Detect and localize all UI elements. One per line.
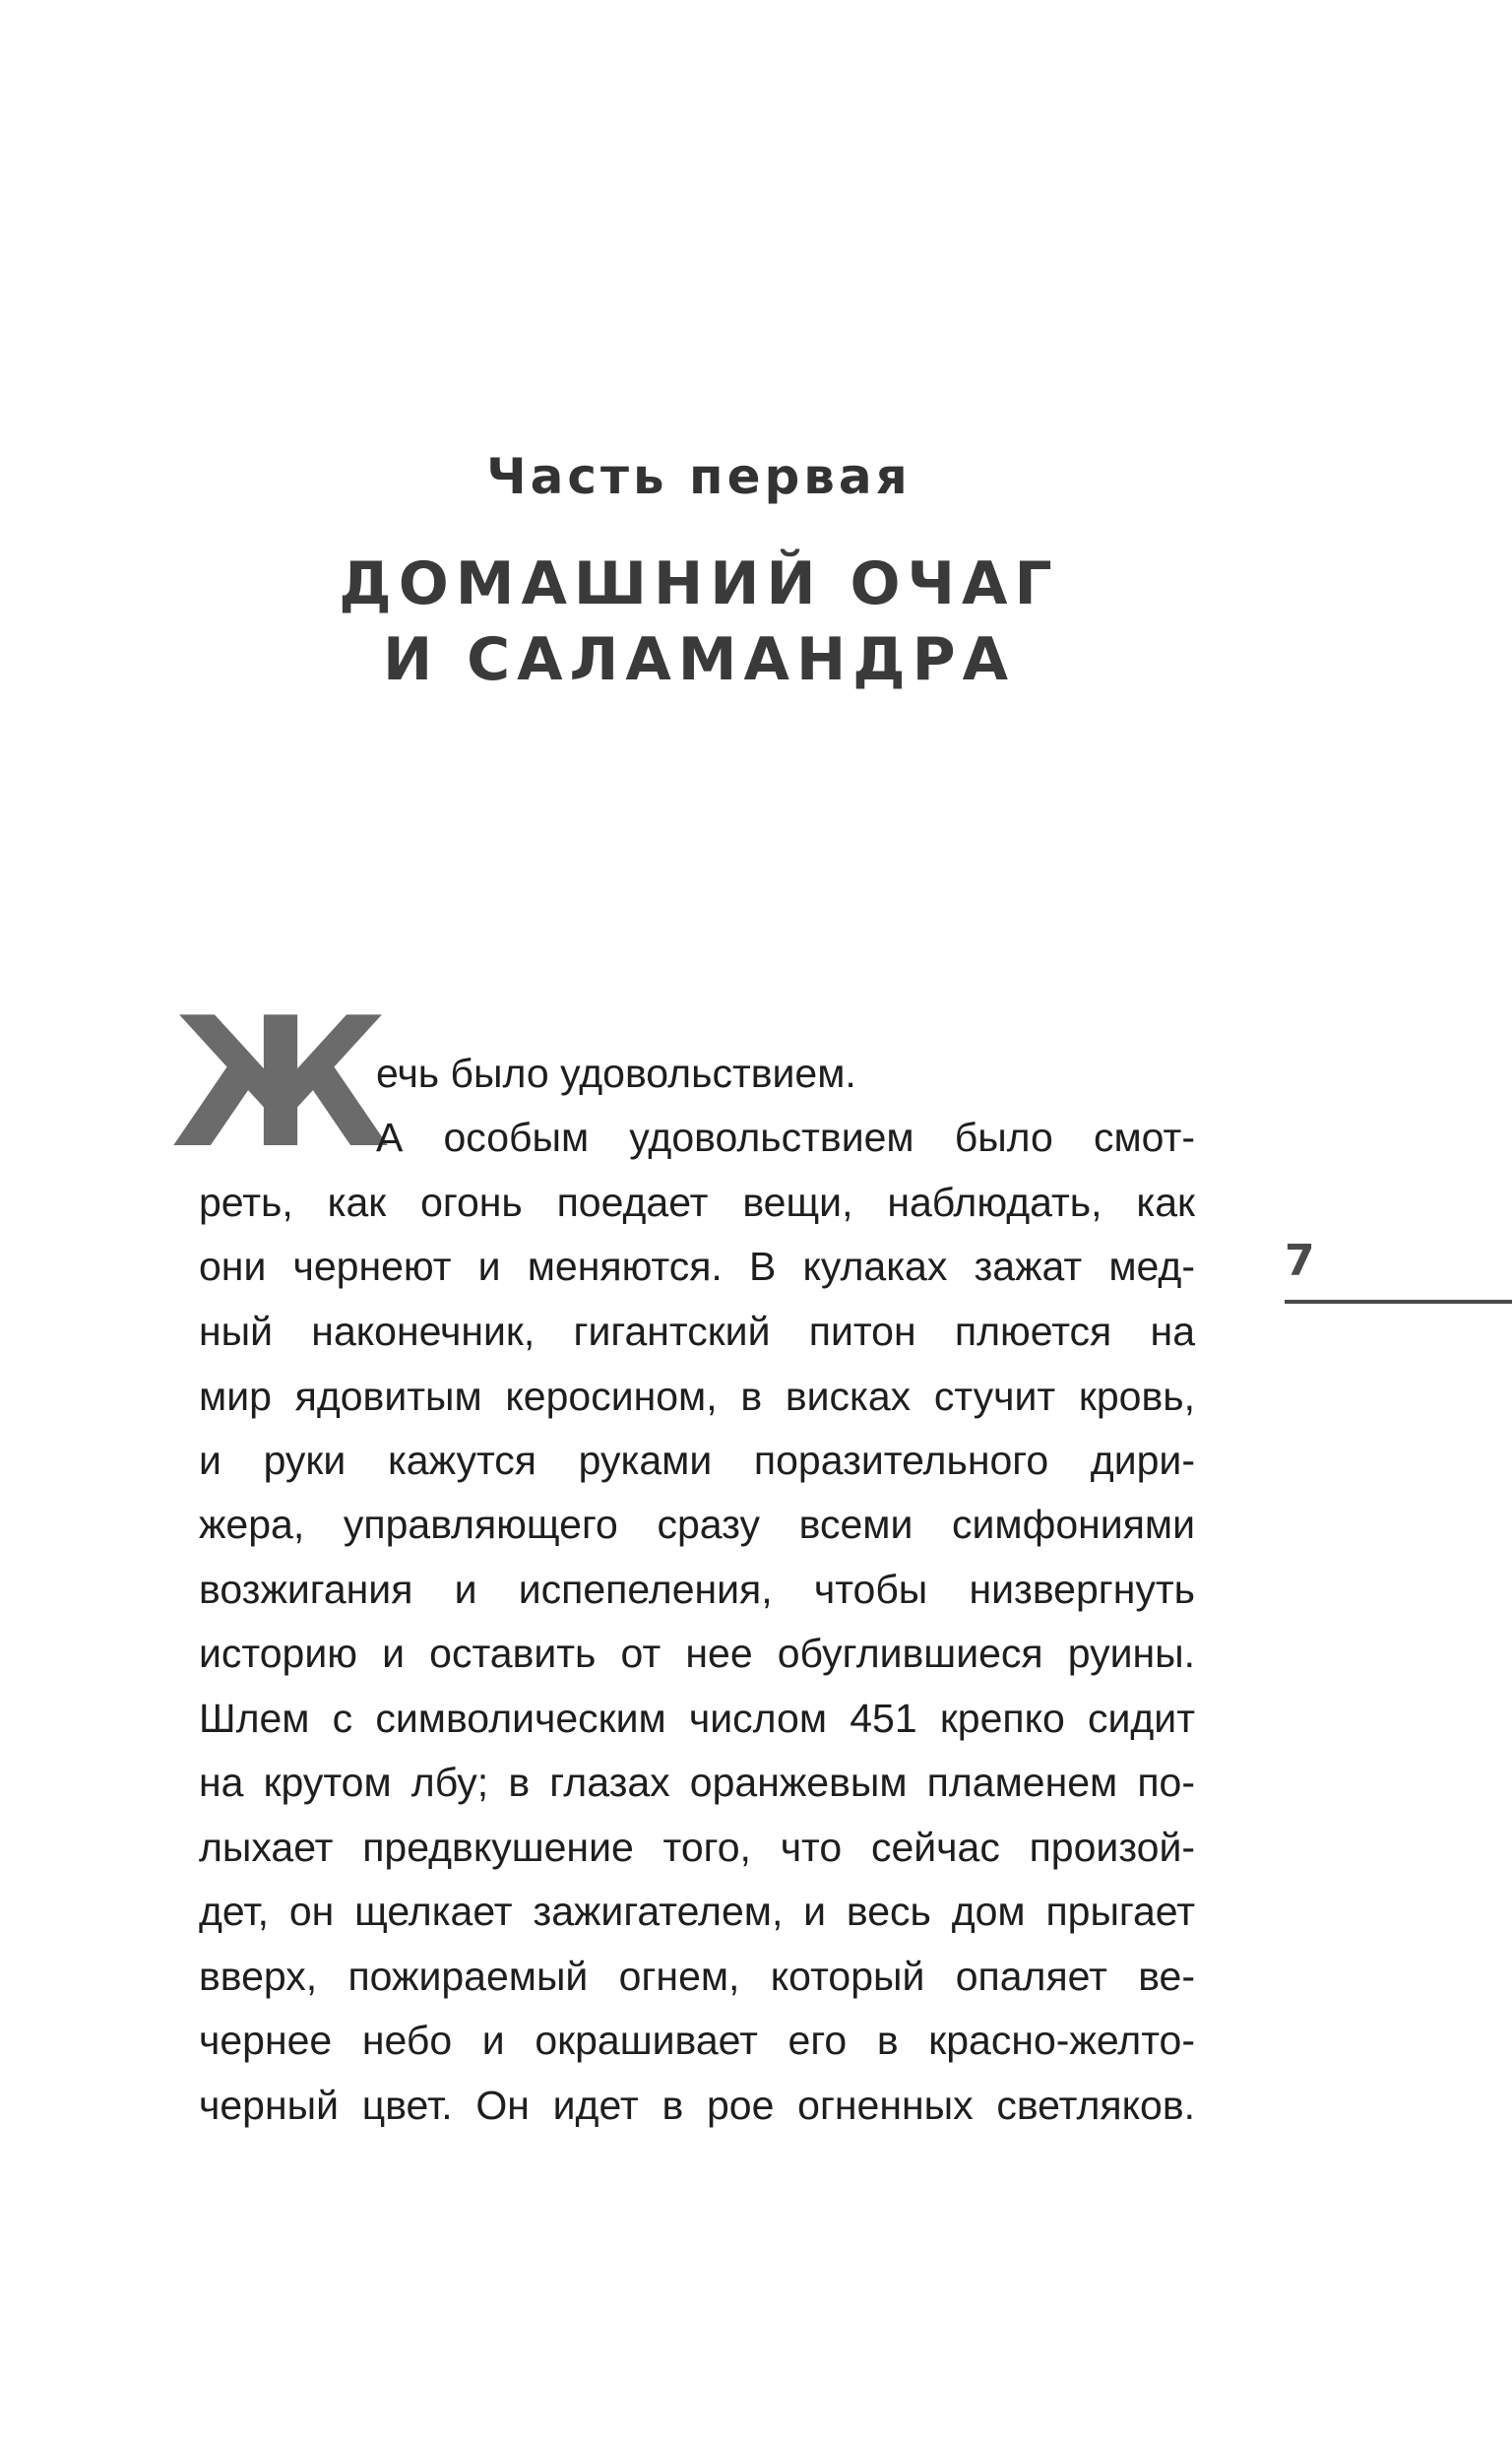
- drop-cap-letter: Ж: [170, 979, 391, 1188]
- text-line-7: и руки кажутся руками поразительного дири-: [199, 1438, 1195, 1483]
- text-line-14: дет, он щелкает зажигателем, и весь дом прыгает: [199, 1889, 1195, 1934]
- text-line-4: они чернеют и меняются. В кулаках зажат мед-: [199, 1244, 1195, 1289]
- drop-cap-zhe: [170, 979, 391, 1188]
- text-line-5: ный наконечник, гигантский питон плюется на: [199, 1309, 1195, 1354]
- chapter-title-line-2: И САЛАМАНДРА: [382, 625, 1016, 694]
- text-line-2: А особым удовольствием было смот-: [376, 1115, 1195, 1160]
- chapter-title-line-1: ДОМАШНИЙ ОЧАГ: [339, 549, 1059, 618]
- text-line-9: возжигания и испепеления, чтобы низвергнуть: [199, 1567, 1195, 1612]
- part-label: Часть первая: [486, 448, 912, 505]
- text-line-17: черный цвет. Он идет в рое огненных светляков.: [199, 2083, 1195, 2128]
- page-number-rule: [1285, 1300, 1512, 1304]
- text-line-12: на крутом лбу; в глазах оранжевым пламенем по-: [199, 1760, 1195, 1805]
- text-line-11: Шлем с символическим числом 451 крепко сидит: [199, 1696, 1195, 1741]
- text-line-8: жера, управляющего сразу всеми симфониями: [199, 1502, 1195, 1547]
- text-line-1: ечь было удовольствием.: [376, 1051, 856, 1096]
- text-line-3: реть, как огонь поедает вещи, наблюдать, как: [199, 1180, 1195, 1225]
- text-line-16: чернее небо и окрашивает его в красно-желто-: [199, 2018, 1195, 2063]
- text-line-13: лыхает предвкушение того, что сейчас произой-: [199, 1825, 1195, 1870]
- text-line-6: мир ядовитым керосином, в висках стучит кровь,: [199, 1374, 1195, 1419]
- text-line-15: вверх, пожираемый огнем, который опаляет ве-: [199, 1954, 1195, 1999]
- page-number: 7: [1285, 1236, 1315, 1286]
- text-line-10: историю и оставить от нее обуглившиеся руины.: [199, 1631, 1195, 1676]
